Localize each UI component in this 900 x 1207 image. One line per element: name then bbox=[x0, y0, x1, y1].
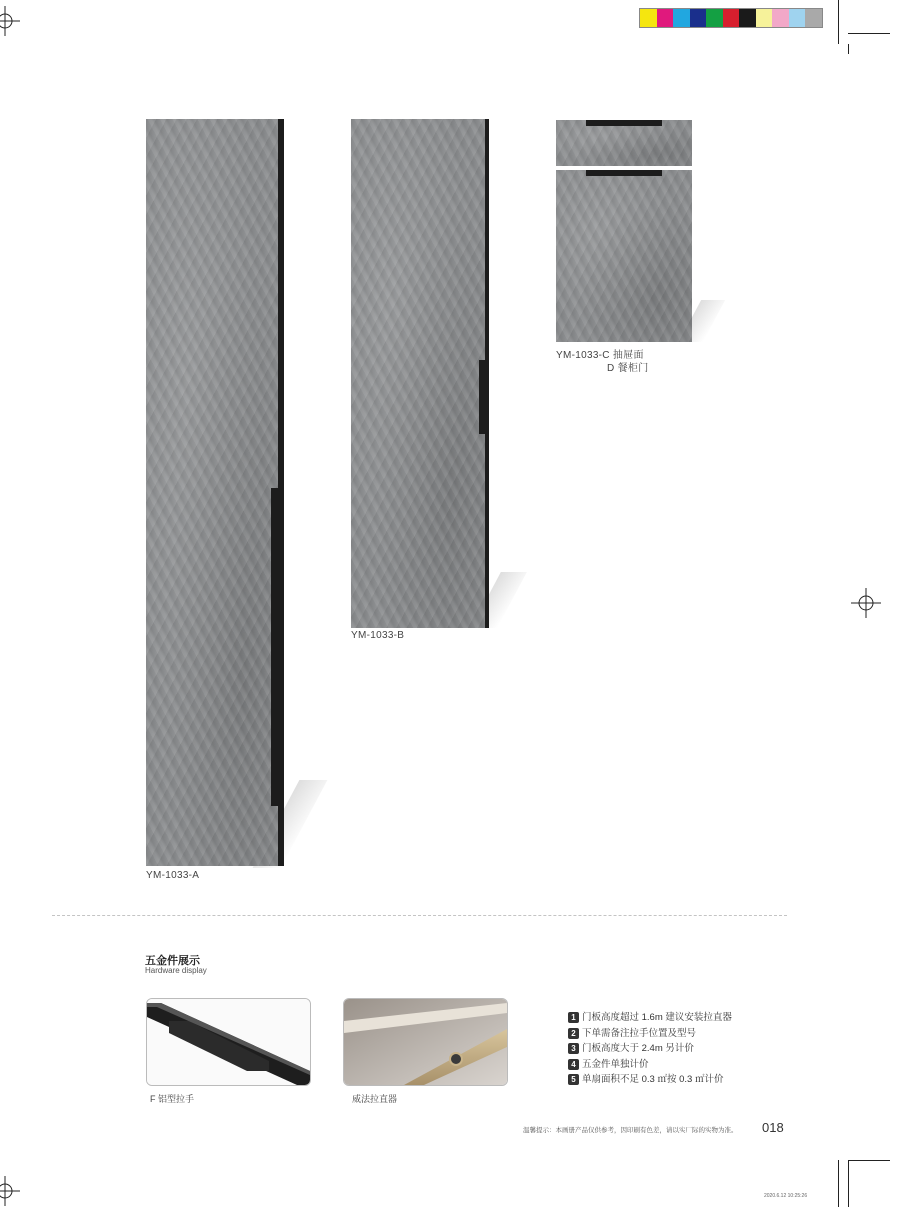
section-divider bbox=[52, 915, 787, 916]
aluminum-handle-icon bbox=[147, 999, 310, 1085]
panel-a-handle bbox=[271, 488, 281, 806]
note-number: 2 bbox=[568, 1028, 579, 1039]
hardware-section-title: 五金件展示 bbox=[145, 955, 200, 967]
cabinet-d-handle bbox=[586, 170, 662, 176]
crop-mark bbox=[838, 0, 839, 44]
note-text: 五金件单独计价 bbox=[582, 1058, 649, 1070]
hardware-caption-straightener: 威法拉直器 bbox=[352, 1094, 398, 1104]
panel-a-label: YM-1033-A bbox=[146, 870, 200, 881]
color-swatch bbox=[690, 9, 707, 27]
note-text: 下单需备注拉手位置及型号 bbox=[582, 1027, 697, 1039]
print-color-bar bbox=[639, 8, 823, 28]
registration-crosshair-icon bbox=[0, 1176, 20, 1206]
note-item bbox=[568, 1057, 732, 1073]
footer-disclaimer: 温馨提示：本画册产品仅供参考，因印刷有色差，请以实厂际的实物为准。 bbox=[523, 1127, 738, 1134]
note-number: 3 bbox=[568, 1043, 579, 1054]
color-swatch bbox=[673, 9, 690, 27]
registration-crosshair-icon bbox=[851, 588, 881, 618]
panel-d-label: D 餐柜门 bbox=[607, 363, 649, 374]
color-swatch bbox=[640, 9, 657, 27]
crop-mark bbox=[848, 1160, 890, 1161]
crop-mark bbox=[848, 1160, 849, 1207]
door-panel-a bbox=[146, 119, 278, 866]
note-number: 1 bbox=[568, 1012, 579, 1023]
registration-crosshair-icon bbox=[0, 6, 20, 36]
drawer-c-handle bbox=[586, 120, 662, 126]
note-text: 门板高度大于 2.4m 另计价 bbox=[582, 1043, 694, 1054]
color-swatch bbox=[739, 9, 756, 27]
crop-mark bbox=[848, 33, 890, 34]
color-swatch bbox=[789, 9, 806, 27]
note-item bbox=[568, 1041, 732, 1057]
color-swatch bbox=[772, 9, 789, 27]
drawer-front-c bbox=[556, 120, 692, 166]
door-straightener-icon bbox=[344, 999, 507, 1085]
color-swatch bbox=[805, 9, 822, 27]
color-swatch bbox=[706, 9, 723, 27]
door-panel-b bbox=[351, 119, 485, 628]
cabinet-door-d bbox=[556, 170, 692, 342]
panel-c-label: YM-1033-C 抽屉面 bbox=[556, 350, 644, 361]
panel-b-handle bbox=[479, 360, 487, 434]
hardware-section-subtitle: Hardware display bbox=[145, 966, 207, 975]
panel-b-label: YM-1033-B bbox=[351, 630, 405, 641]
note-number: 4 bbox=[568, 1059, 579, 1070]
note-item bbox=[568, 1010, 732, 1026]
notes-list bbox=[568, 1010, 732, 1088]
color-swatch bbox=[657, 9, 674, 27]
hardware-image-straightener bbox=[343, 998, 508, 1086]
color-swatch bbox=[723, 9, 740, 27]
page-number: 018 bbox=[762, 1120, 784, 1135]
color-swatch bbox=[756, 9, 773, 27]
hardware-caption-handle: F 铝型拉手 bbox=[150, 1094, 194, 1104]
note-text: 门板高度超过 1.6m 建议安装拉直器 bbox=[582, 1012, 732, 1023]
note-number: 5 bbox=[568, 1074, 579, 1085]
crop-mark bbox=[848, 44, 849, 54]
crop-mark bbox=[838, 1160, 839, 1207]
note-item bbox=[568, 1026, 732, 1042]
note-text: 单扇面积不足 0.3 ㎡按 0.3 ㎡计价 bbox=[582, 1074, 724, 1085]
print-timestamp: 2020.6.12 10:25:26 bbox=[764, 1193, 808, 1199]
note-item bbox=[568, 1072, 732, 1088]
hardware-image-handle bbox=[146, 998, 311, 1086]
